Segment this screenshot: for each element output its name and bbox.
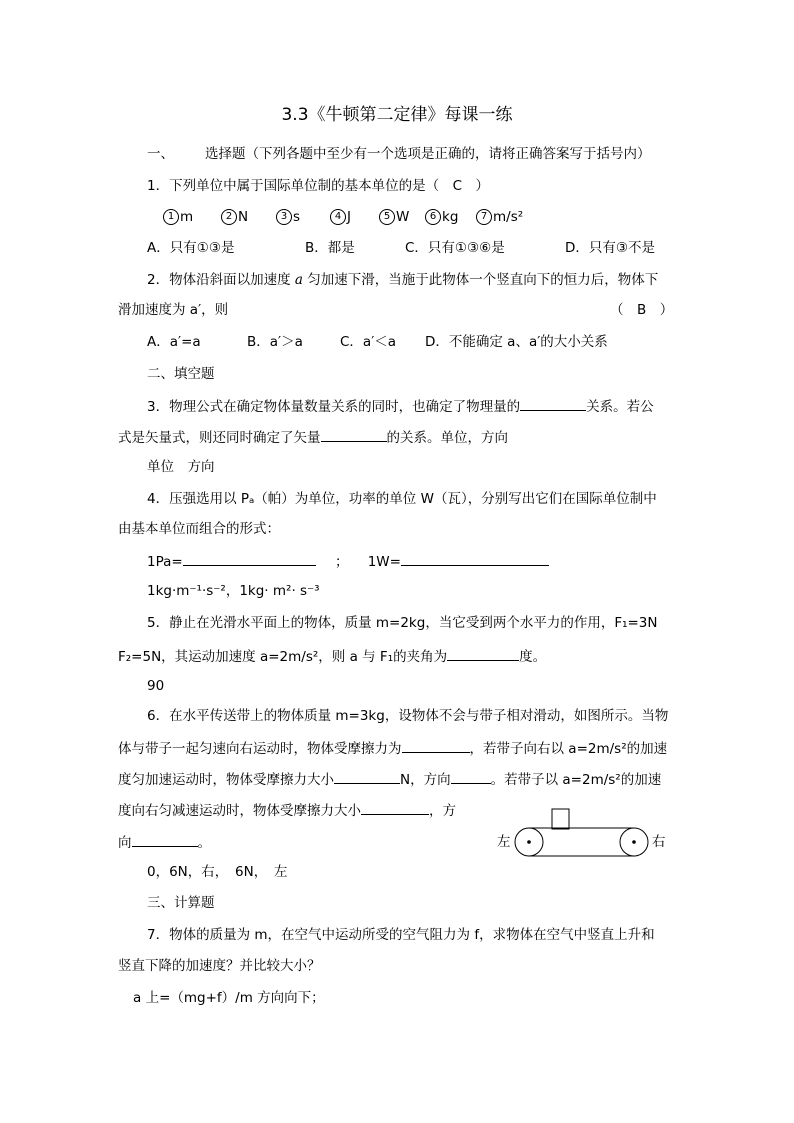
q6-line-4: 度向右匀减速运动时，物体受摩擦力大小 ，方 <box>118 799 456 821</box>
q1-unit-symbol: N <box>238 209 249 225</box>
q3-line-1: 3．物理公式在确定物体量数量关系的同时，也确定了物理量的 关系。若公 <box>147 395 654 417</box>
section-1-heading: 选择题（下列各题中至少有一个选项是正确的，请将正确答案写于括号内） <box>205 146 651 162</box>
q1-option-d: D．只有③不是 <box>565 240 655 256</box>
page-title: 3.3《牛顿第二定律》每课一练 <box>281 105 513 125</box>
q2-option-d: D．不能确定 a、a′的大小关系 <box>425 334 608 350</box>
q1-unit-number: 2 <box>221 209 237 225</box>
q6-line-2: 体与带子一起匀速向右运动时，物体受摩擦力为 ，若带子向右以 a=2m/s²的加速 <box>118 737 667 759</box>
q2-option-b: B．a′＞a <box>247 334 303 350</box>
q1-unit-1 <box>163 207 193 227</box>
q1-stem: 1．下列单位中属于国际单位制的基本单位的是（ C ） <box>147 178 490 194</box>
q1-unit-symbol: m <box>180 209 194 225</box>
q6-blank-1[interactable] <box>402 737 470 753</box>
q1-option-c: C．只有①③⑥是 <box>405 240 505 256</box>
q7-answer: a 上=（mg+f）/m 方向向下； <box>133 990 325 1006</box>
q6-line-5: 向 。 <box>118 831 211 853</box>
block-on-belt <box>552 809 569 829</box>
q1-unit-number: 7 <box>476 209 492 225</box>
q4-w-blank[interactable] <box>401 550 549 566</box>
q1-option-a: A．只有①③是 <box>147 240 235 256</box>
q5-answer: 90 <box>147 678 165 694</box>
q1-option-b: B．都是 <box>305 240 355 256</box>
q1-unit-symbol: kg <box>442 209 459 225</box>
q3-line-2: 式是矢量式，则还同时确定了矢量 的关系。单位，方向 <box>118 426 508 448</box>
q5-line-1: 5．静止在光滑水平面上的物体，质量 m=2kg，当它受到两个水平力的作用，F₁=3N <box>147 615 658 631</box>
q1-unit-symbol: s <box>293 209 301 225</box>
q1-unit-2 <box>221 207 248 227</box>
q6-blank-3[interactable] <box>451 768 491 784</box>
q3-blank-1[interactable] <box>520 395 586 411</box>
q4-pa-blank[interactable] <box>183 550 316 566</box>
section-3-heading: 三、计算题 <box>147 895 215 911</box>
q1-unit-number: 5 <box>379 209 395 225</box>
q1-unit-symbol: m/s² <box>493 209 524 225</box>
q1-unit-number: 3 <box>276 209 292 225</box>
q7-line-1: 7．物体的质量为 m，在空气中运动所受的空气阻力为 f，求物体在空气中竖直上升和 <box>147 927 655 943</box>
q2-option-c: C．a′＜a <box>340 334 397 350</box>
q4-line-2: 由基本单位而组合的形式： <box>118 521 280 537</box>
q1-unit-3 <box>276 207 300 227</box>
q1-unit-symbol: W <box>396 209 410 225</box>
right-roller-axle <box>632 840 636 844</box>
q5-line-2: F₂=5N，其运动加速度 a=2m/s²，则 a 与 F₁的夹角为 度。 <box>118 645 546 667</box>
section-1-number: 一、 <box>147 146 174 162</box>
q1-unit-6 <box>425 207 458 227</box>
figure-right-label: 右 <box>652 834 666 850</box>
q3-blank-2[interactable] <box>321 426 387 442</box>
q1-unit-number: 4 <box>330 209 346 225</box>
q6-line-3: 度匀加速运动时，物体受摩擦力大小 N，方向 。若带子以 a=2m/s²的加速 <box>118 768 661 790</box>
section-2-heading: 二、填空题 <box>147 366 215 382</box>
q2-line-1: 2．物体沿斜面以加速度 a 匀加速下滑，当施于此物体一个竖直向下的恒力后，物体下 <box>147 272 659 288</box>
q6-blank-2[interactable] <box>334 768 400 784</box>
q6-line-1: 6．在水平传送带上的物体质量 m=3kg，设物体不会与带子相对滑动，如图所示。当物 <box>147 708 669 724</box>
q2-answer: （ B ） <box>610 302 674 318</box>
q2-line-2: 滑加速度为 a′，则 <box>118 302 229 318</box>
q1-unit-symbol: J <box>347 209 351 225</box>
q1-unit-number: 6 <box>425 209 441 225</box>
q4-line-1: 4．压强选用以 Pₐ（帕）为单位，功率的单位 W（瓦），分别写出它们在国际单位制中 <box>147 491 657 507</box>
left-roller-axle <box>527 840 531 844</box>
q1-unit-4 <box>330 207 351 227</box>
q1-unit-number: 1 <box>163 209 179 225</box>
q2-option-a: A．a′=a <box>147 334 201 350</box>
q7-line-2: 竖直下降的加速度？并比较大小？ <box>118 958 321 974</box>
q1-unit-5 <box>379 207 409 227</box>
q4-answer: 1kg·m⁻¹·s⁻²，1kg· m²· s⁻³ <box>147 583 320 599</box>
q6-blank-5[interactable] <box>132 831 198 847</box>
q3-answer: 单位 方向 <box>147 459 215 475</box>
q5-blank[interactable] <box>447 645 519 661</box>
q1-unit-7 <box>476 207 523 227</box>
figure-left-label: 左 <box>497 834 511 850</box>
q6-blank-4[interactable] <box>361 799 429 815</box>
conveyor-belt-figure <box>510 805 650 861</box>
q6-answer: 0，6N，右， 6N， 左 <box>147 864 288 880</box>
q4-formula-line: 1Pa= ； 1W= <box>147 550 549 572</box>
